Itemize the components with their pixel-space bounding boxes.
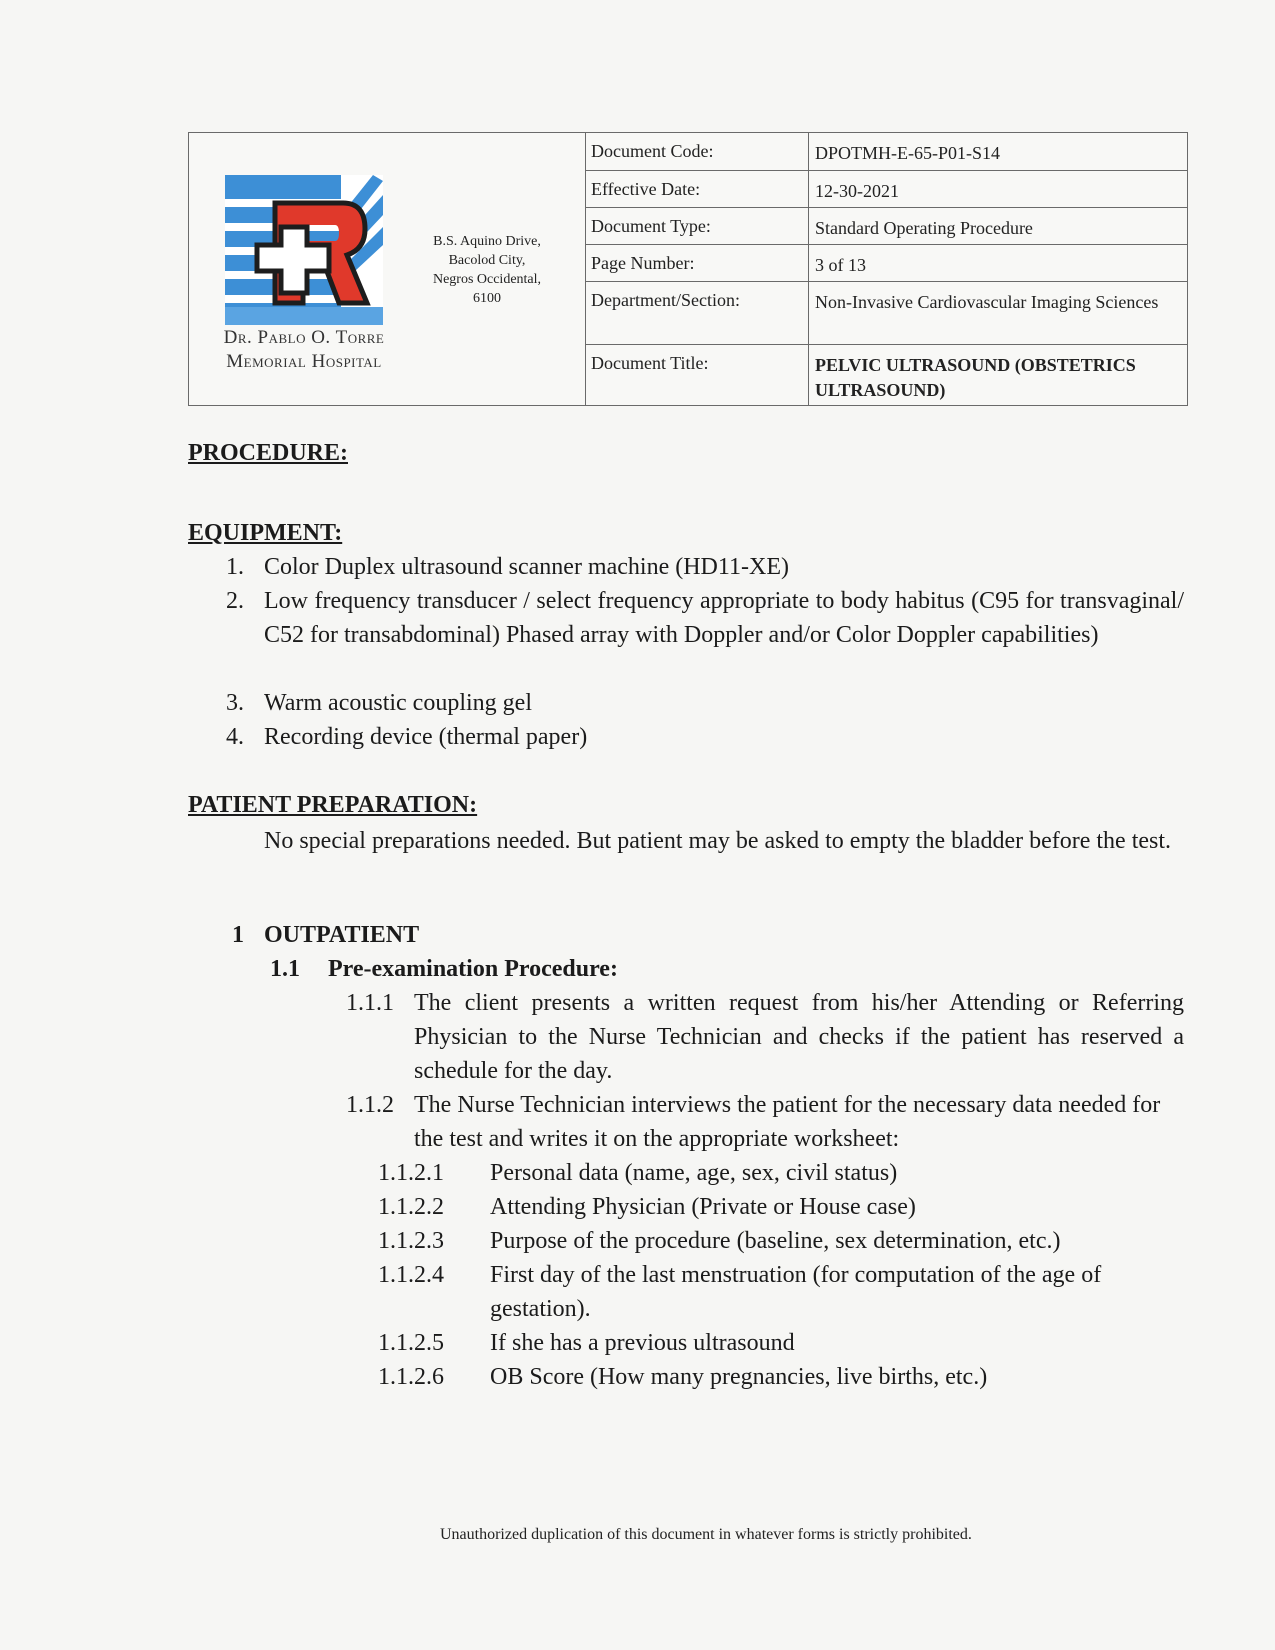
substep-number: 1.1.2.5 (378, 1330, 444, 1356)
equipment-item-number: 3. (226, 690, 244, 716)
header-row-effective-date (585, 171, 1187, 208)
header-value: Non-Invasive Cardiovascular Imaging Sciences (815, 292, 1159, 312)
header-value: DPOTMH-E-65-P01-S14 (815, 143, 1001, 163)
procedure-heading: PROCEDURE: (188, 440, 348, 466)
header-value: PELVIC ULTRASOUND (OBSTETRICS ULTRASOUND) (815, 355, 1136, 400)
substep-number: 1.1.2.2 (378, 1194, 444, 1220)
hospital-logo-icon (225, 175, 383, 333)
header-label: Department/Section: (585, 282, 809, 344)
substep-text: If she has a previous ultrasound (490, 1330, 795, 1356)
address-line-2: Bacolod City, (448, 253, 526, 268)
substep-text: OB Score (How many pregnancies, live births, etc.) (490, 1364, 988, 1390)
substep-text: Attending Physician (Private or House case) (490, 1194, 916, 1220)
header-label: Document Type: (585, 208, 809, 244)
outpatient-number: 1 (232, 922, 244, 948)
footer-notice: Unauthorized duplication of this document in whatever forms is strictly prohibited. (440, 1526, 972, 1543)
header-value: 12-30-2021 (815, 181, 899, 201)
step-number: 1.1.1 (346, 990, 394, 1016)
address-line-1: B.S. Aquino Drive, (433, 234, 541, 249)
step-number: 1.1.2 (346, 1092, 394, 1118)
header-label: Document Title: (585, 345, 809, 405)
hospital-name-line-1: Dr. Pablo O. Torre (223, 327, 385, 348)
patient-preparation-heading: PATIENT PREPARATION: (188, 792, 478, 818)
hospital-block (189, 133, 586, 405)
equipment-item-number: 1. (226, 554, 244, 580)
step-text: The client presents a written request from his/her Attending or Referring Physician to the Nurse Technician and checks if the patient has reserved a schedule for the day. (414, 990, 1184, 1084)
equipment-heading: EQUIPMENT: (188, 520, 343, 546)
equipment-item: Warm acoustic coupling gel (264, 690, 532, 716)
hospital-name-line-2: Memorial Hospital (226, 351, 382, 372)
substep-number: 1.1.2.4 (378, 1262, 444, 1288)
header-value: Standard Operating Procedure (815, 218, 1033, 238)
header-label: Document Code: (585, 133, 809, 170)
header-row-page-number (585, 245, 1187, 282)
header-label: Page Number: (585, 245, 809, 281)
pre-exam-heading: Pre-examination Procedure: (328, 956, 618, 982)
header-label: Effective Date: (585, 171, 809, 207)
outpatient-heading: OUTPATIENT (264, 922, 420, 948)
header-row-document-code (585, 133, 1187, 171)
substep-text: First day of the last menstruation (for computation of the age of gestation). (490, 1262, 1102, 1322)
step-text: The Nurse Technician interviews the patient for the necessary data needed for the test and writes it on the appropriate worksheet: (414, 1092, 1161, 1152)
address-line-3: Negros Occidental, (432, 272, 542, 287)
header-row-document-type (585, 208, 1187, 245)
header-value: 3 of 13 (815, 255, 866, 275)
substep-text: Purpose of the procedure (baseline, sex determination, etc.) (490, 1228, 1061, 1254)
hospital-address (421, 232, 553, 302)
header-row-document-title (585, 345, 1187, 405)
equipment-item-number: 4. (226, 724, 244, 750)
substep-number: 1.1.2.6 (378, 1364, 444, 1390)
header-row-department (585, 282, 1187, 345)
substep-number: 1.1.2.1 (378, 1160, 444, 1186)
patient-preparation-text: No special preparations needed. But patient may be asked to empty the bladder before the test. (264, 828, 1172, 854)
equipment-item: Color Duplex ultrasound scanner machine (HD11-XE) (264, 554, 789, 580)
substep-text: Personal data (name, age, sex, civil status) (490, 1160, 898, 1186)
equipment-item: Recording device (thermal paper) (264, 724, 588, 750)
equipment-item: Low frequency transducer / select frequency appropriate to body habitus (C95 for transvaginal/ C52 for transabdominal) Phased array with Doppler and/or Color Doppler capabilities) (264, 588, 1184, 648)
hospital-name (189, 326, 419, 374)
pre-exam-number: 1.1 (270, 956, 300, 982)
substep-number: 1.1.2.3 (378, 1228, 444, 1254)
equipment-item-number: 2. (226, 588, 244, 614)
document-header-table (188, 132, 1188, 406)
address-line-4: 6100 (473, 291, 501, 302)
